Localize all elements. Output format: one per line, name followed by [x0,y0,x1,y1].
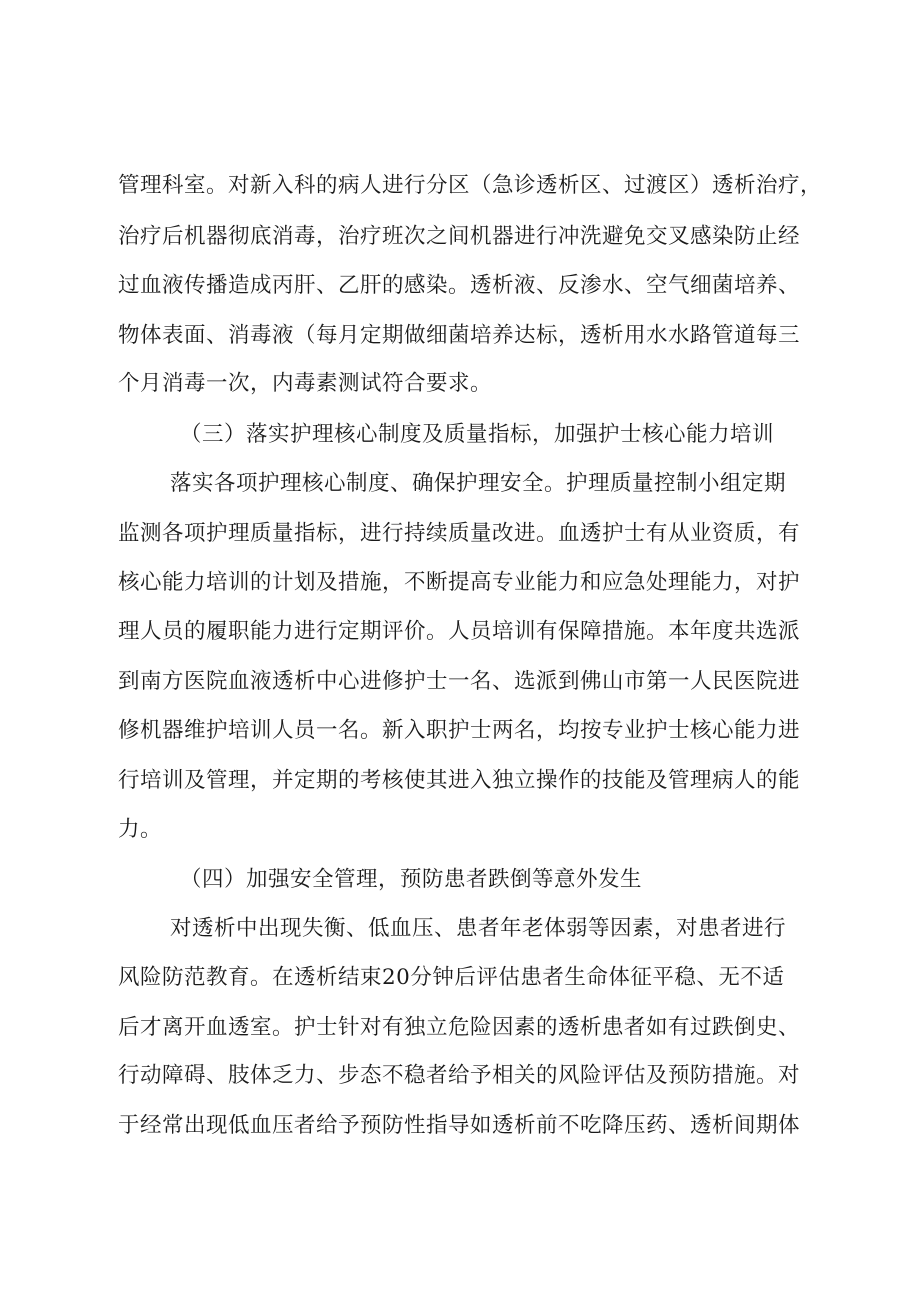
body-text-line: 风险防范教育。在透析结束20分钟后评估患者生命体征平稳、无不适 [118,965,785,990]
body-text-line: 过血液传播造成丙肝、乙肝的感染。透析液、反渗水、空气细菌培养、 [118,273,801,298]
body-text-line: 行动障碍、肢体乏力、步态不稳者给予相关的风险评估及预防措施。对 [118,1063,801,1088]
body-text-line: 理人员的履职能力进行定期评价。人员培训有保障措施。本年度共选派 [118,619,801,644]
body-text-line: 核心能力培训的计划及措施，不断提高专业能力和应急处理能力，对护 [118,570,801,595]
body-text-line: 力。 [118,817,163,842]
section-heading: （三）落实护理核心制度及质量指标，加强护士核心能力培训 [180,422,775,447]
body-text-line: 修机器维护培训人员一名。新入职护士两名，均按专业护士核心能力进 [118,718,801,743]
body-text-line: 行培训及管理，并定期的考核使其进入独立操作的技能及管理病人的能 [118,768,801,793]
body-text-line: 管理科室。对新入科的病人进行分区（急诊透析区、过渡区）透析治疗， [118,173,823,198]
body-text-line: 治疗后机器彻底消毒，治疗班次之间机器进行冲洗避免交叉感染防止经 [118,224,801,249]
body-text-line: 后才离开血透室。护士针对有独立危险因素的透析患者如有过跌倒史、 [118,1015,801,1040]
body-text-line: 监测各项护理质量指标，进行持续质量改进。血透护士有从业资质，有 [118,521,801,546]
body-text-line: 到南方医院血液透析中心进修护士一名、选派到佛山市第一人民医院进 [118,669,801,694]
body-text-line: 对透析中出现失衡、低血压、患者年老体弱等因素，对患者进行 [170,916,787,941]
body-text-line: 落实各项护理核心制度、确保护理安全。护理质量控制小组定期 [170,471,787,496]
body-text-line: 个月消毒一次，内毒素测试符合要求。 [118,371,493,396]
section-heading: （四）加强安全管理，预防患者跌倒等意外发生 [180,867,643,892]
body-text-line: 于经常出现低血压者给予预防性指导如透析前不吃降压药、透析间期体 [118,1113,801,1138]
body-text-line: 物体表面、消毒液（每月定期做细菌培养达标，透析用水水路管道每三 [118,323,801,348]
